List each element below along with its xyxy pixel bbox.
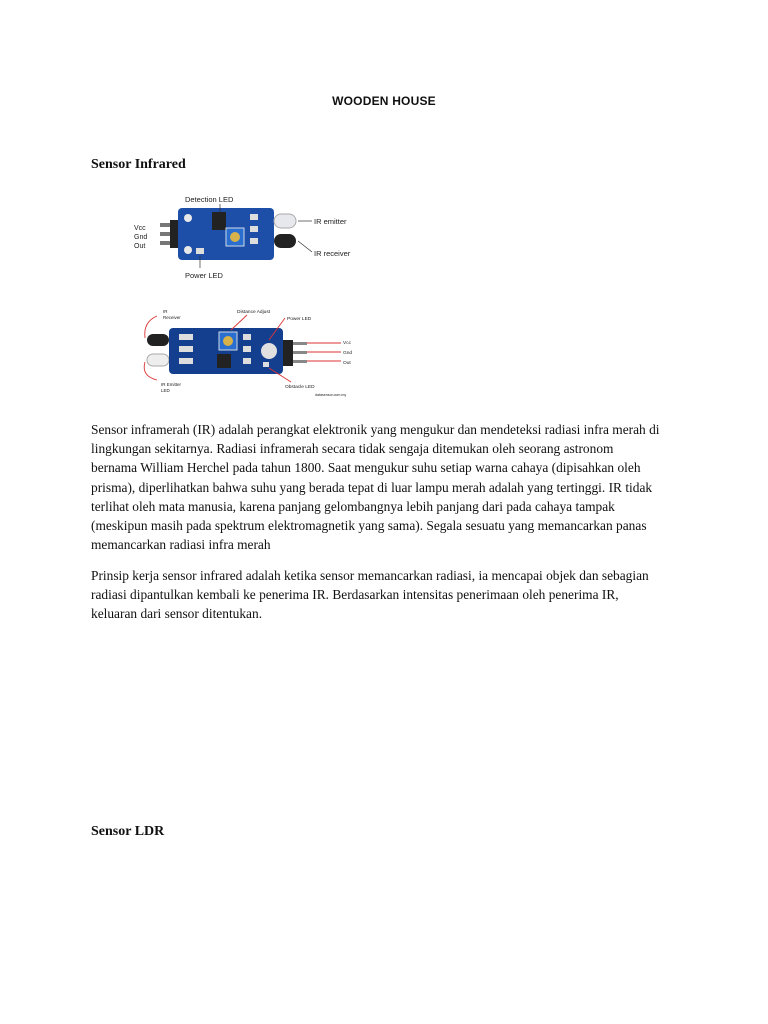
page-title: WOODEN HOUSE <box>332 94 436 108</box>
paragraph-line: memancarkan radiasi infra merah <box>91 537 271 553</box>
label-ir-emitter-line1: IR Emitter <box>161 382 182 387</box>
paragraph-line: radiasi dipantulkan kembali ke penerima IR. Berdasarkan intensitas penerimaan oleh penerima IR, <box>91 587 619 603</box>
label-ir-receiver-line1: IR <box>163 309 168 314</box>
label-vcc: Vcc <box>134 225 146 232</box>
label-power-led: Power LED <box>185 271 223 280</box>
paragraph-line: prisma), diperlihatkan bahwa suhu yang berada tepat di luar lampu merah adalah yang tertinggi. IR tidak <box>91 479 653 495</box>
paragraph-line: Prinsip kerja sensor infrared adalah ketika sensor memancarkan radiasi, ia mencapai objek dan sebagian <box>91 568 649 583</box>
ir-receiver-led <box>274 234 296 248</box>
label-gnd: Gnd <box>343 351 353 356</box>
paragraph-infrared-principle <box>91 566 691 624</box>
label-out: Out <box>134 243 146 250</box>
ir-sensor-pinout-diagram <box>135 302 365 398</box>
label-obstacle-led: Obstacle LED <box>285 385 315 390</box>
ir-emitter-led <box>147 354 169 366</box>
label-gnd: Gnd <box>134 234 148 241</box>
paragraph-line: terlihat oleh mata manusia, karena panjang gelombangnya lebih panjang dari pada cahaya tampak <box>91 498 615 514</box>
ir-receiver-led <box>147 334 169 346</box>
label-distance-adjust: Distance Adjust <box>237 310 271 315</box>
section-heading-sensor-infrared: Sensor Infrared <box>91 157 186 172</box>
paragraph-line: bernama William Herchel pada tahun 1800. Saat mengukur suhu setiap warna cahaya (dipisahkan oleh <box>91 460 641 476</box>
label-ir-receiver: IR receiver <box>314 249 351 258</box>
ir-sensor-module-diagram <box>130 190 360 280</box>
paragraph-line: Sensor inframerah (IR) adalah perangkat elektronik yang mengukur dan mendeteksi radiasi infra merah di <box>91 422 660 437</box>
label-detection-led: Detection LED <box>185 195 234 204</box>
watermark: datasensor.com.my <box>315 393 347 397</box>
paragraph-line: keluaran dari sensor ditentukan. <box>91 606 263 622</box>
label-ir-emitter: IR emitter <box>314 217 347 226</box>
paragraph-infrared-definition <box>91 420 691 554</box>
label-vcc: Vcc <box>343 341 351 346</box>
label-power-led: Power LED <box>287 317 312 322</box>
label-ir-emitter-line2: LED <box>161 388 170 393</box>
paragraph-line: (meskipun masih pada spektrum elektromagnetik yang sama). Segala sesuatu yang memancarkan panas <box>91 518 647 534</box>
paragraph-line: lingkungan sekitarnya. Radiasi inframerah secara tidak sengaja ditemukan oleh seorang astronom <box>91 441 614 457</box>
label-ir-receiver-line2: Receiver <box>163 315 181 320</box>
label-out: Out <box>343 361 351 366</box>
section-heading-sensor-ldr: Sensor LDR <box>91 824 165 839</box>
ir-emitter-led <box>274 214 296 228</box>
